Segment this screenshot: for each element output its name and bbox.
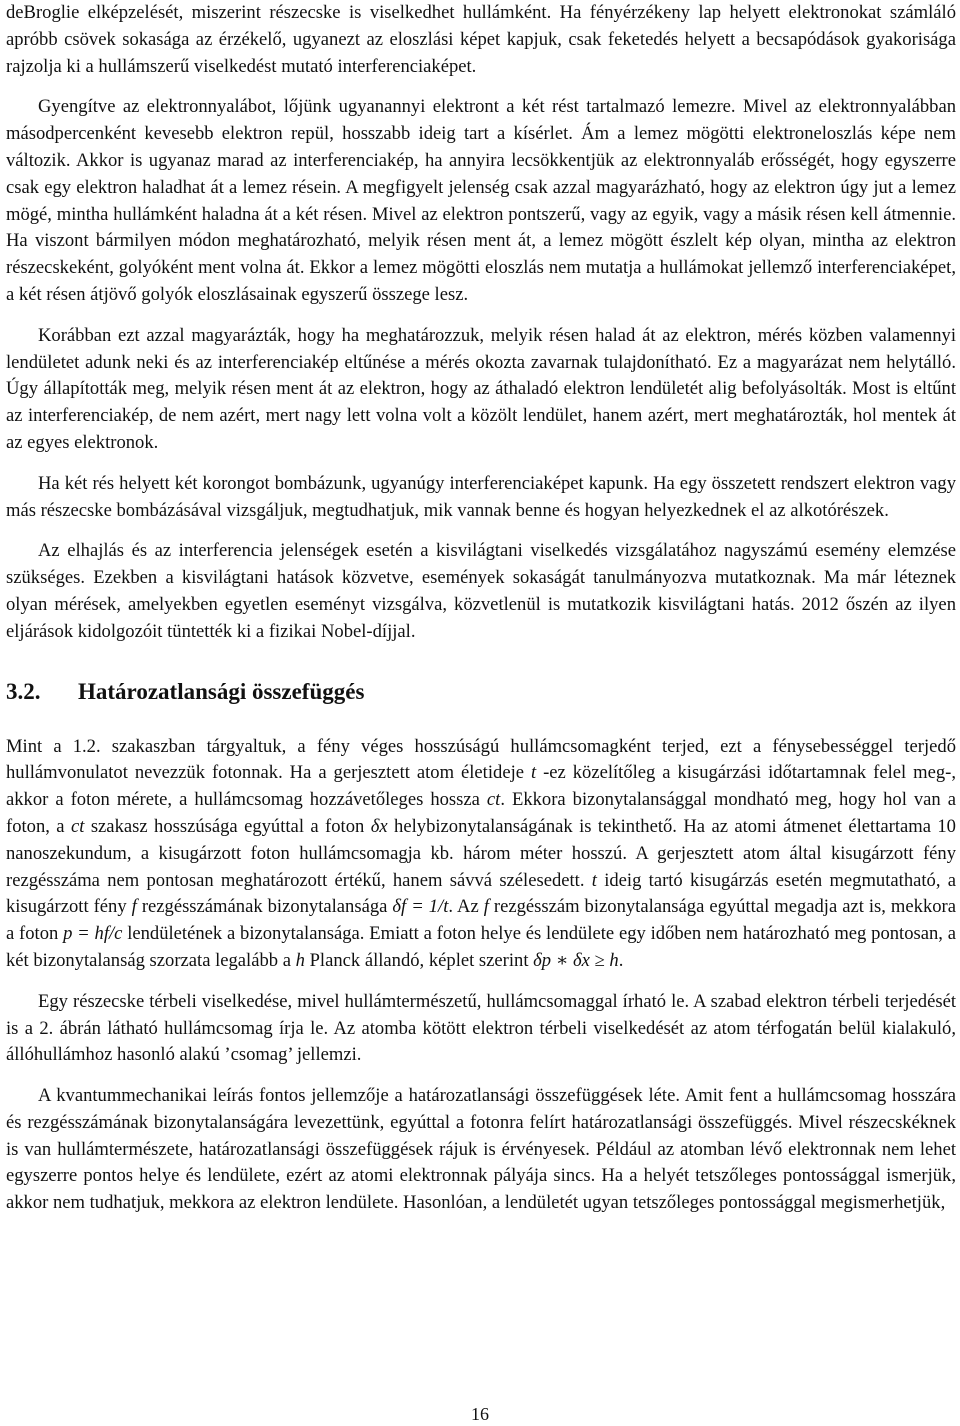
paragraph-two-disks: Ha két rés helyett két korongot bombázunk, ugyanúgy interferenciaképet kapunk. Ha egy összetett rendszert elektron vagy más részecske bombázásával vizsgáljuk, megtudhatjuk, mik vannak benne és hogyan helyezkednek el az alkotórészek.: [6, 472, 956, 521]
section-title: Határozatlansági összefüggés: [78, 678, 365, 704]
section-number: 3.2.: [6, 678, 41, 704]
paragraph-particle-spatial: Egy részecske térbeli viselkedése, mivel hullámtermészetű, hullámcsomaggal írható le. A szabad elektron térbeli terjedését is a 2. ábrán látható hullámcsomag írja le. Az atomba kötött elektron térbeli viselkedését az atom térfogatán belül kialakuló, állóhullámhoz hasonló alakú ’csomag’ jellemzi.: [6, 990, 956, 1066]
section-heading: [6, 678, 956, 706]
paragraph-quantum-description: A kvantummechanikai leírás fontos jellemzője a határozatlansági összefüggések léte. Amit fent a hullámcsomag hosszára és rezgésszámának bizonytalanságára levezettünk, egyúttal a fotonra felírt határozatlansági összefüggés. Mivel részecskéknek is van hullámtermészete, határozatlansági összefüggések rájuk is érvényesek. Például az atomban lévő elektronnak nem lehet egyszerre pontos helye és lendülete, ezért az atomi elektronnak pályája sincs. Ha a helyét tetszőleges pontossággal ismerjük, akkor nem tudhatjuk, mekkora az elektron lendülete. Hasonlóan, a lendületét ugyan tetszőleges pontossággal megismerhetjük,: [6, 1085, 956, 1214]
document-page: [6, 0, 956, 1217]
paragraph-weakened-beam: Gyengítve az elektronnyalábot, lőjünk ugyanannyi elektront a két rést tartalmazó lemezre. Mivel az elektronnyalábban másodpercenként kevesebb elektron repül, hosszabb ideig tart a kísérlet. Ám a lemez mögötti elektroneloszlás képe nem változik. Akkor is ugyanaz marad az interferenciakép, ha annyira lecsökkentjük az elektronnyaláb erősségét, hogy egyszerre csak egy elektron haladhat át a lemez résein. A megfigyelt jelenség csak azzal magyarázható, hogy az elektron úgy jut a lemez mögé, mintha hullámként haladna át a két résen. Mivel az elektron pontszerű, vagy az egyik, vagy a másik résen kell átmennie. Ha viszont bármilyen módon meghatározható, melyik résen ment át, a lemez mögött észlelt kép olyan, mintha az elektron részecskeként, golyóként ment volna át. Ekkor a lemez mögötti eloszlás nem mutatja a hullámokat jellemző interferenciaképet, a két résen átjövő golyók eloszlásainak egyszerű összege lesz.: [6, 96, 956, 305]
paragraph-debroglie: deBroglie elképzelését, miszerint részecske is viselkedhet hullámként. Ha fényérzékeny lap helyett elektronokat számláló apróbb csövek sokasága az érzékelő, ugyanezt az eloszlási képet kapjuk, csak feketedés helyett a becsapódások gyakorisága rajzolja ki a hullámszerű viselkedést mutató interferenciaképet.: [6, 2, 956, 77]
paragraph-earlier-explanation: Korábban ezt azzal magyarázták, hogy ha meghatározzuk, melyik résen halad át az elektron, mérés közben valamennyi lendületet adunk neki és az interferenciakép eltűnése a mérés okozta zavarnak tulajdonítható. Ez a magyarázat nem helytálló. Úgy állapították meg, melyik résen ment át az elektron, hogy az áthaladó elektron lendületét alig befolyásolták. Most is eltűnt az interferenciakép, de nem azért, mert nagy lett volna volt a közölt lendület, hanem azért, mert meghatározták, hol mentek át az egyes elektronok.: [6, 324, 956, 453]
page-number: 16: [471, 1404, 489, 1424]
paragraph-diffraction-interference: Az elhajlás és az interferencia jelenségek esetén a kisvilágtani viselkedés vizsgálatához nagyszámú esemény elemzése szükséges. Ezekben a kisvilágtani hatások közvetve, események sokaságát tanulmányozva mutatkoznak. Ma már léteznek olyan mérések, amelyekben egyetlen eseményt vizsgálva, közvetlenül is mutatkozik kisvilágtani hatás. 2012 őszén az ilyen eljárások kidolgozóit tüntették ki a fizikai Nobel-díjjal.: [6, 540, 956, 642]
paragraph-photon: Mint a 1.2. szakaszban tárgyaltuk, a fény véges hosszúságú hullámcsomagként terjed, ezt a fénysebességgel terjedő hullámvonulatot nevezzük fotonnak. Ha a gerjesztett atom életideje t -ez közelítőleg a kisugárzási időtartamnak felel meg-, akkor a foton mérete, a hullámcsomag hozzávetőleges hossza ct. Ekkora bizonytalansággal mondható meg, hogy hol van a foton, a ct szakasz hosszúsága egyúttal a foton δx helybizonytalanságának is tekinthető. Ha az atomi átmenet élettartama 10 nanoszekundum, a kisugárzott foton hullámcsomagja kb. három méter hosszú. A gerjesztett atom által kisugárzott fény rezgésszáma nem pontosan meghatározott értékű, hanem sávvá szélesedett. t ideig tartó kisugárzás esetén megmutatható, a kisugárzott fény f rezgésszámának bizonytalansága δf = 1/t. Az f rezgésszám bizonytalansága egyúttal megadja azt is, mekkora a foton p = hf/c lendületének a bizonytalansága. Emiatt a foton helye és lendülete egy időben nem határozható meg pontosan, a két bizonytalanság szorzata legalább a h Planck állandó, képlet szerint δp ∗ δx ≥ h.: [6, 735, 956, 971]
